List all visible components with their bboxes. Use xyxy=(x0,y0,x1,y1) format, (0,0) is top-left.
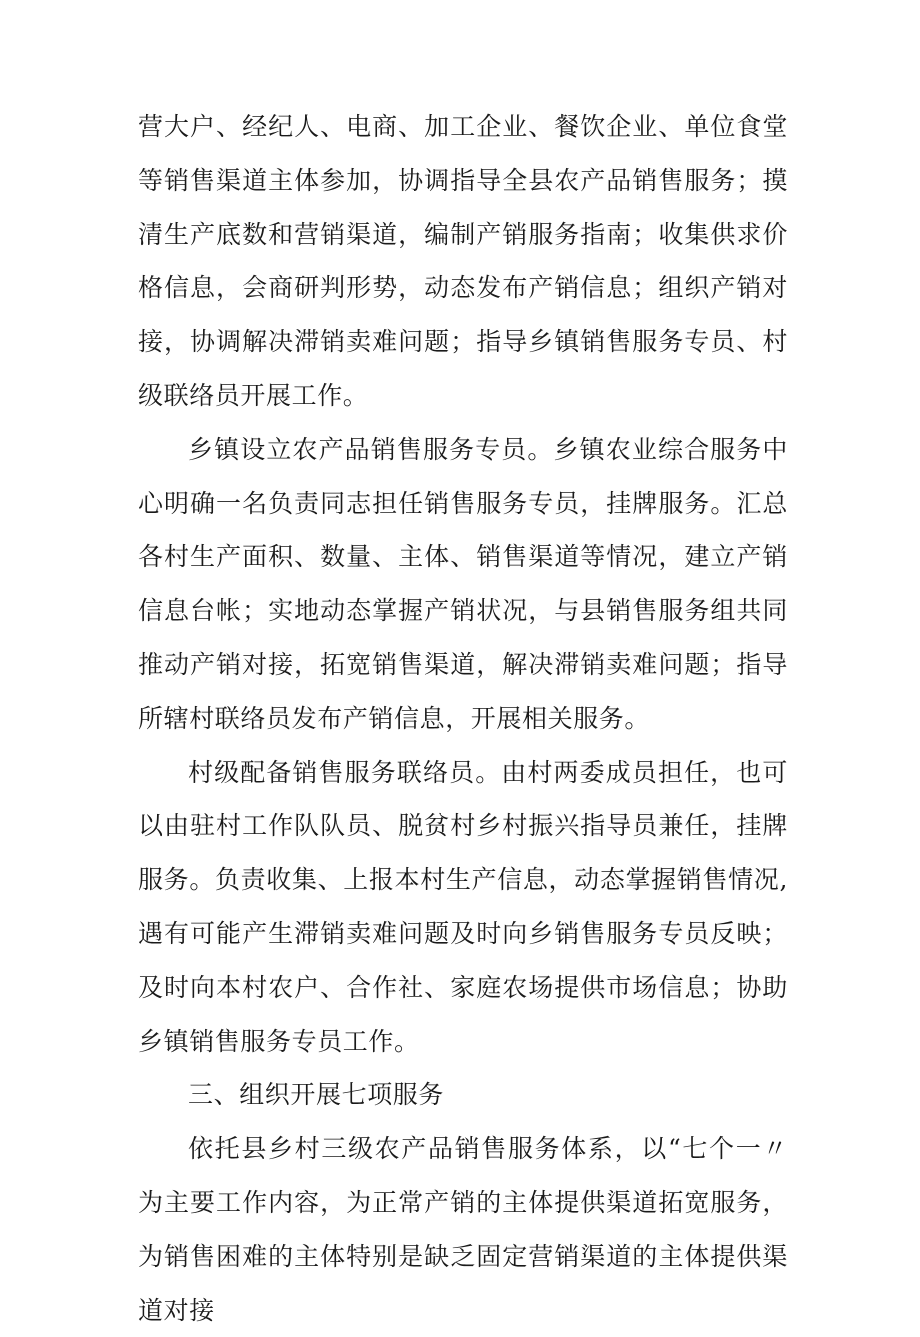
paragraph-county-service-group: 营大户、经纪人、电商、加工企业、餐饮企业、单位食堂等销售渠道主体参加，协调指导全县农产品销售服务；摸清生产底数和营销渠道，编制产销服务指南；收集供求价格信息，会商研判形势，动态发布产销信息；组织产销对接，协调解决滞销卖难问题；指导乡镇销售服务专员、村级联络员开展工作。 xyxy=(138,112,788,410)
paragraph-village-liaison: 村级配备销售服务联络员。由村两委成员担任，也可以由驻村工作队队员、脱贫村乡村振兴指导员兼任，挂牌服务。负责收集、上报本村生产信息，动态掌握销售情况,遇有可能产生滞销卖难问题及时向乡销售服务专员反映；及时向本村农户、合作社、家庭农场提供市场信息；协助乡镇销售服务专员工作。 xyxy=(138,757,788,1056)
document-page xyxy=(138,100,788,1337)
paragraph-seven-services-intro: 依托县乡村三级农产品销售服务体系，以“七个一〃为主要工作内容，为正常产销的主体提供渠道拓宽服务，为销售困难的主体特别是缺乏固定营销渠道的主体提供渠道对接 xyxy=(138,1134,788,1325)
paragraph-township-specialist: 乡镇设立农产品销售服务专员。乡镇农业综合服务中心明确一名负责同志担任销售服务专员，挂牌服务。汇总各村生产面积、数量、主体、销售渠道等情况，建立产销信息台帐；实地动态掌握产销状况，与县销售服务组共同推动产销对接，拓宽销售渠道，解决滞销卖难问题；指导所辖村联络员发布产销信息，开展相关服务。 xyxy=(138,434,788,733)
section-heading-seven-services: 三、组织开展七项服务 xyxy=(188,1080,445,1110)
